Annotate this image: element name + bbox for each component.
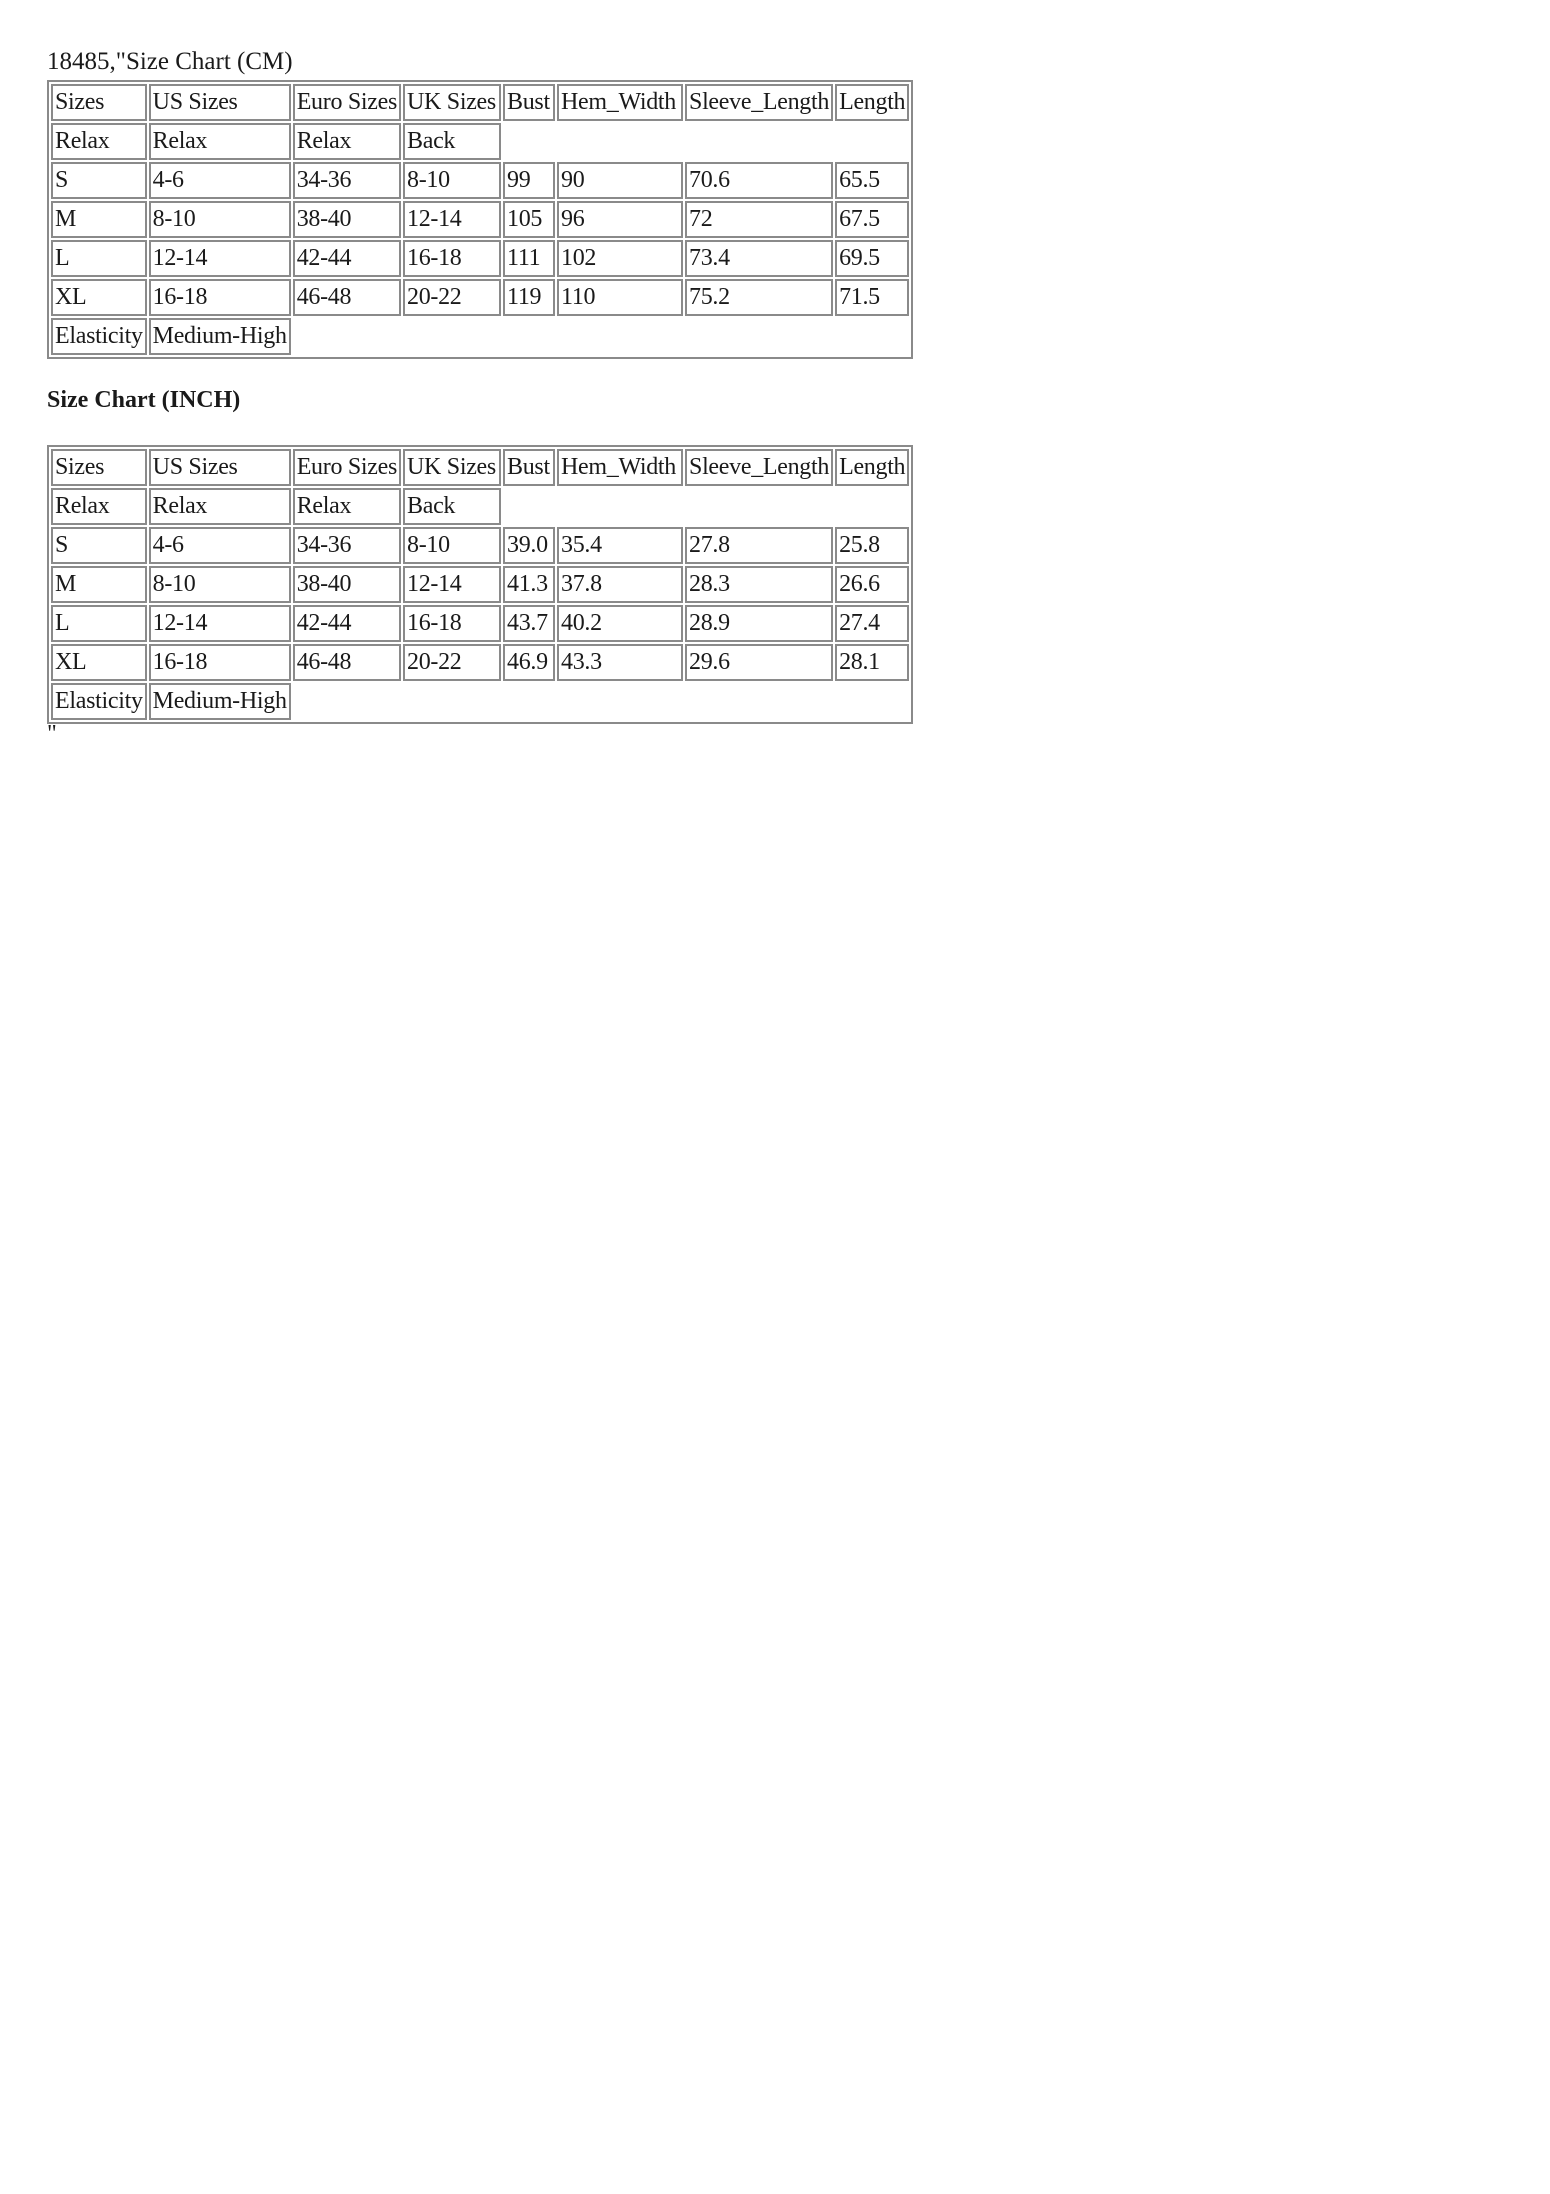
table-cell: L (51, 240, 147, 277)
table-cell: Relax (149, 488, 291, 525)
table-cell: XL (51, 644, 147, 681)
table-cell: 28.1 (835, 644, 909, 681)
header-cell: Sleeve_Length (685, 449, 833, 486)
table-cell: 8-10 (403, 527, 501, 564)
header-cell: US Sizes (149, 84, 291, 121)
table-cell: Elasticity (51, 683, 147, 720)
header-cell: Hem_Width (557, 84, 683, 121)
table-cell: 28.3 (685, 566, 833, 603)
table-cell: L (51, 605, 147, 642)
table-cell: 65.5 (835, 162, 909, 199)
table-cell: M (51, 566, 147, 603)
table-cell: 4-6 (149, 527, 291, 564)
size-chart-cm-table (47, 80, 913, 359)
table-cell: 12-14 (403, 566, 501, 603)
table-row (51, 605, 909, 642)
relax-row (51, 123, 909, 160)
table-cell: 110 (557, 279, 683, 316)
table-cell: 38-40 (293, 566, 401, 603)
table-cell: Back (403, 123, 501, 160)
table-cell: 69.5 (835, 240, 909, 277)
table-cell: 34-36 (293, 162, 401, 199)
table-cell: 105 (503, 201, 555, 238)
inch-chart-heading: Size Chart (INCH) (47, 387, 241, 413)
table-cell: 35.4 (557, 527, 683, 564)
table-cell: 46-48 (293, 644, 401, 681)
table-cell: 37.8 (557, 566, 683, 603)
table-cell: Medium-High (149, 318, 291, 355)
table-cell: M (51, 201, 147, 238)
table-cell: 39.0 (503, 527, 555, 564)
intro-line: 18485,"Size Chart (CM) (47, 48, 293, 75)
table-cell: Relax (293, 123, 401, 160)
table-row (51, 644, 909, 681)
header-cell: Euro Sizes (293, 84, 401, 121)
table-cell: 27.8 (685, 527, 833, 564)
table-cell: 67.5 (835, 201, 909, 238)
table-cell: 28.9 (685, 605, 833, 642)
table-header-row (51, 449, 909, 486)
table-cell: 12-14 (149, 605, 291, 642)
table-cell: Relax (51, 488, 147, 525)
table-cell: 42-44 (293, 605, 401, 642)
table-cell: 40.2 (557, 605, 683, 642)
table-row (51, 566, 909, 603)
table-cell: S (51, 162, 147, 199)
table-cell: 12-14 (403, 201, 501, 238)
header-cell: Bust (503, 84, 555, 121)
table-cell: 111 (503, 240, 555, 277)
table-cell: 102 (557, 240, 683, 277)
table-row (51, 279, 909, 316)
table-cell: 16-18 (149, 279, 291, 316)
empty-cell (293, 683, 910, 720)
table-cell: 90 (557, 162, 683, 199)
table-cell: 20-22 (403, 279, 501, 316)
table-cell: 46.9 (503, 644, 555, 681)
relax-row (51, 488, 909, 525)
table-cell: 16-18 (403, 240, 501, 277)
table-cell: 8-10 (149, 566, 291, 603)
header-cell: US Sizes (149, 449, 291, 486)
table-cell: 96 (557, 201, 683, 238)
table-row (51, 162, 909, 199)
header-cell: Length (835, 449, 909, 486)
header-cell: Sleeve_Length (685, 84, 833, 121)
table-cell: 71.5 (835, 279, 909, 316)
table-cell: 12-14 (149, 240, 291, 277)
table-header-row (51, 84, 909, 121)
empty-cell (503, 123, 909, 160)
table-cell: 43.7 (503, 605, 555, 642)
header-cell: Length (835, 84, 909, 121)
document-page (47, 46, 913, 747)
table-cell: Medium-High (149, 683, 291, 720)
table-cell: 46-48 (293, 279, 401, 316)
elasticity-row (51, 683, 909, 720)
header-cell: UK Sizes (403, 449, 501, 486)
table-cell: 16-18 (149, 644, 291, 681)
table-cell: 72 (685, 201, 833, 238)
header-cell: Sizes (51, 449, 147, 486)
table-cell: 29.6 (685, 644, 833, 681)
table-cell: Back (403, 488, 501, 525)
header-cell: Hem_Width (557, 449, 683, 486)
table-cell: Relax (293, 488, 401, 525)
header-cell: Sizes (51, 84, 147, 121)
header-cell: UK Sizes (403, 84, 501, 121)
table-cell: Relax (51, 123, 147, 160)
table-cell: 26.6 (835, 566, 909, 603)
table-cell: XL (51, 279, 147, 316)
table-cell: 34-36 (293, 527, 401, 564)
closing-quote: " (47, 721, 57, 747)
table-row (51, 201, 909, 238)
size-chart-inch-table (47, 445, 913, 724)
header-cell: Euro Sizes (293, 449, 401, 486)
table-cell: 16-18 (403, 605, 501, 642)
table-cell: 8-10 (403, 162, 501, 199)
table-cell: 43.3 (557, 644, 683, 681)
table-cell: 41.3 (503, 566, 555, 603)
table-cell: 42-44 (293, 240, 401, 277)
empty-cell (503, 488, 909, 525)
table-cell: 25.8 (835, 527, 909, 564)
empty-cell (293, 318, 910, 355)
table-cell: 4-6 (149, 162, 291, 199)
table-cell: 20-22 (403, 644, 501, 681)
table-cell: 73.4 (685, 240, 833, 277)
table-cell: 8-10 (149, 201, 291, 238)
table-row (51, 240, 909, 277)
table-cell: Elasticity (51, 318, 147, 355)
table-cell: 38-40 (293, 201, 401, 238)
table-cell: 27.4 (835, 605, 909, 642)
table-cell: Relax (149, 123, 291, 160)
table-cell: 99 (503, 162, 555, 199)
elasticity-row (51, 318, 909, 355)
table-cell: 75.2 (685, 279, 833, 316)
header-cell: Bust (503, 449, 555, 486)
table-cell: 70.6 (685, 162, 833, 199)
table-cell: 119 (503, 279, 555, 316)
table-row (51, 527, 909, 564)
table-cell: S (51, 527, 147, 564)
